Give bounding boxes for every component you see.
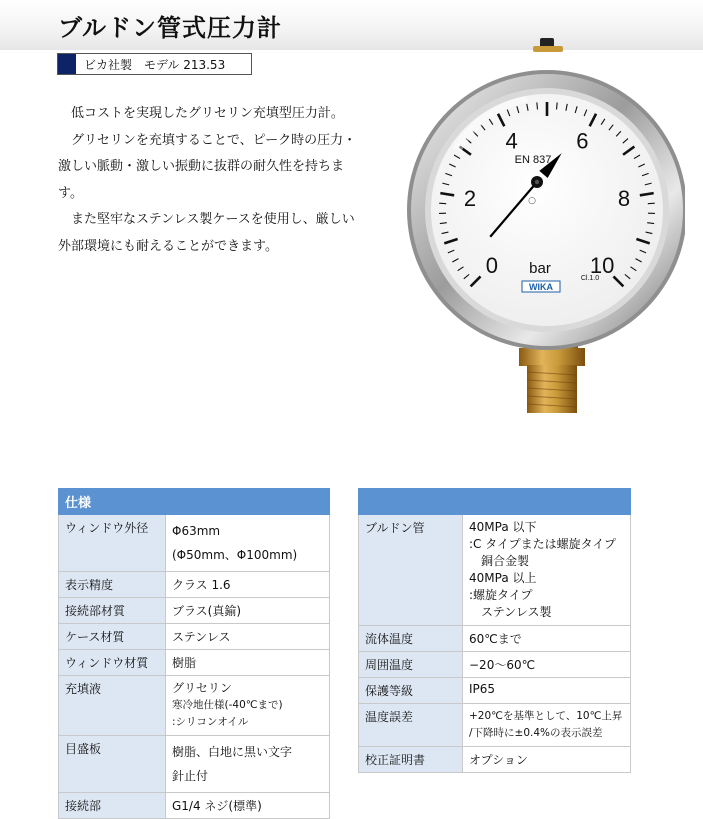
gauge-scale-label: 0 (486, 253, 498, 278)
gauge-minor-tick (557, 102, 558, 109)
pressure-gauge-image (395, 30, 685, 420)
gauge-scale-label: 6 (576, 129, 588, 154)
gauge-zero-symbol: ○ (528, 196, 536, 206)
spec-value: クラス 1.6 (166, 572, 330, 598)
gauge-stem-hex (519, 348, 585, 366)
gauge-fill-plug-base (533, 46, 563, 52)
gauge-needle-hub-cap (535, 180, 539, 184)
spec-value: 60℃まで (463, 626, 631, 652)
table-row (59, 676, 330, 736)
spec-value: 40MPa 以下 :C タイプまたは螺旋タイプ 銅合金製 40MPa 以上 :螺旋タイプ ステンレス製 (463, 515, 631, 626)
spec-key: 接続部 (59, 793, 166, 819)
table-row (359, 678, 631, 704)
spec-key: 温度誤差 (359, 704, 463, 747)
model-accent-bar (58, 54, 76, 74)
table-row (59, 515, 330, 572)
spec-table-right (358, 488, 631, 773)
spec-key: 表示精度 (59, 572, 166, 598)
spec-value: ステンレス (166, 624, 330, 650)
table-row (59, 736, 330, 793)
spec-key: ブルドン管 (359, 515, 463, 626)
spec-value: オプション (463, 747, 631, 773)
table-row (59, 650, 330, 676)
intro-paragraph-1: 低コストを実現したグリセリン充填型圧力計。 (58, 101, 358, 128)
spec-key: ウィンドウ材質 (59, 650, 166, 676)
table-row (59, 624, 330, 650)
table-row (359, 515, 631, 626)
intro-text (58, 101, 358, 260)
spec-value: グリセリン 寒冷地仕様(-40℃まで) :シリコンオイル (166, 676, 330, 736)
spec-value: +20℃を基準として、10℃上昇 /下降時に±0.4%の表示誤差 (463, 704, 631, 747)
spec-value: G1/4 ネジ(標準) (166, 793, 330, 819)
table-row (359, 652, 631, 678)
model-label-box (57, 53, 252, 75)
spec-key: 保護等級 (359, 678, 463, 704)
gauge-standard: EN 837 (515, 154, 552, 166)
spec-value: IP65 (463, 678, 631, 704)
table-row (59, 793, 330, 819)
spec-value: Φ63mm (Φ50mm、Φ100mm) (166, 515, 330, 572)
gauge-class: Cl.1.0 (581, 275, 599, 282)
spec-value: −20〜60℃ (463, 652, 631, 678)
spec-table-left (58, 488, 330, 819)
gauge-scale-label: 2 (464, 186, 476, 211)
gauge-scale-label: 8 (618, 186, 630, 211)
spec-key: ケース材質 (59, 624, 166, 650)
spec-key: 接続部材質 (59, 598, 166, 624)
intro-paragraph-3: また堅牢なステンレス製ケースを使用し、厳しい外部環境にも耐えることができます。 (58, 207, 358, 260)
spec-key: 周囲温度 (359, 652, 463, 678)
model-label: ビカ社製 モデル 213.53 (76, 56, 225, 73)
table-row (359, 704, 631, 747)
intro-paragraph-2: グリセリンを充填することで、ピーク時の圧力・激しい脈動・激しい振動に抜群の耐久性を持ちます。 (58, 128, 358, 208)
spec-table-header: 仕様 (59, 489, 330, 515)
gauge-brand: WIKA (529, 282, 553, 292)
gauge-scale-label: 4 (505, 129, 517, 154)
spec-value: 樹脂、白地に黒い文字 針止付 (166, 736, 330, 793)
table-row (359, 626, 631, 652)
spec-key: 充填液 (59, 676, 166, 736)
gauge-minor-tick (537, 102, 538, 109)
spec-key: ウィンドウ外径 (59, 515, 166, 572)
spec-key: 目盛板 (59, 736, 166, 793)
spec-value: 樹脂 (166, 650, 330, 676)
page-title: ブルドン管式圧力計 (58, 8, 282, 43)
gauge-scale-label: 10 (590, 253, 614, 278)
table-row (59, 572, 330, 598)
table-row (359, 747, 631, 773)
spec-table-header (359, 489, 631, 515)
spec-key: 校正証明書 (359, 747, 463, 773)
spec-key: 流体温度 (359, 626, 463, 652)
table-row (59, 598, 330, 624)
gauge-unit: bar (529, 260, 551, 277)
spec-value: ブラス(真鍮) (166, 598, 330, 624)
